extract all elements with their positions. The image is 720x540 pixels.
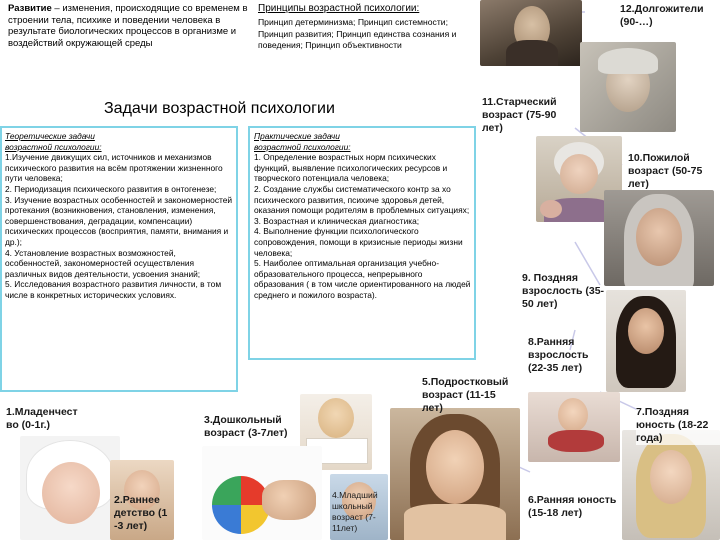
practical-item: 1. Определение возрастных норм психических функций, выявление психологических ресурсов и творческого потенциала человека;	[254, 152, 448, 184]
practical-item: 3. Возрастная и клиническая диагностика;	[254, 215, 420, 226]
stage-11-label: 11.Старческий возраст (75-90 лет)	[482, 96, 557, 134]
tasks-title: Задачи возрастной психологии	[104, 100, 335, 117]
theoretical-tasks	[5, 131, 233, 301]
young-woman-photo	[622, 430, 720, 540]
theoretical-item: 4. Установление возрастных возможностей, особенностей, закономерностей осуществления различных видов деятельности, усвоения знаний;	[5, 247, 201, 279]
practical-tasks	[254, 131, 472, 301]
theoretical-item: 2. Периодизация психического развития в онтогенезе;	[5, 183, 217, 194]
teenager-photo	[390, 408, 520, 540]
theoretical-item: 1.Изучение движущих сил, источников и механизмов психического развития на всём протяжении жизненного пути человека;	[5, 152, 223, 184]
stage-5-label: 5.Подростковый возраст (11-15 лет)	[422, 376, 509, 414]
principles-text: Принцип детерминизма; Принцип системности; Принцип развития; Принцип единства сознания и поведения; Принцип объективности	[258, 17, 457, 50]
theoretical-heading-2: возрастной психологии:	[5, 141, 102, 152]
baby-photo	[20, 436, 120, 540]
principles-block	[258, 3, 473, 52]
development-term: Развитие	[8, 3, 52, 14]
child-ball-photo	[202, 446, 322, 540]
theoretical-heading-1: Теоретические задачи	[5, 131, 95, 141]
stage-8-label: 8.Ранняя взрослость (22-35 лет)	[528, 336, 589, 374]
stage-6-label: 6.Ранняя юность (15-18 лет)	[528, 494, 617, 519]
principles-title: Принципы возрастной психологии:	[258, 3, 420, 14]
practical-item: 2. Создание службы систематического контр за хо психического развития, психиче здоровья детей, оказания помощи родителям в проблемных ситуациях;	[254, 183, 470, 216]
practical-item: 5. Наиболее оптимальная организация учебно-образовательного процесса, непрерывного образования ( в том числе ориентированного на людей среднего и пожилого возраста).	[254, 258, 471, 300]
stage-4-label: 4.Младший школьный возраст (7-11лет)	[332, 490, 378, 533]
elderly-photo-11	[580, 42, 676, 132]
woman-photo-8	[606, 290, 686, 392]
practical-heading-1: Практические задачи	[254, 131, 340, 141]
young-girl-guitar-photo	[528, 392, 620, 462]
development-text: – изменения, происходящие со временем в строении тела, психике и поведении человека в результате биологических процессов в организме и воздействий окружающей среды	[8, 3, 248, 49]
practical-item: 4. Выполнение функции психологического сопровождения, помощи в кризисные периоды жизни человека;	[254, 226, 463, 258]
theoretical-item: 3. Изучение возрастных особенностей и закономерностей протекания (возникновения, становления, изменения, совершенствования, деградации, компенсации) психических процессов (восприятия, памяти, внимания и др.);	[5, 194, 233, 247]
stage-12-label: 12.Долгожители (90-…)	[620, 3, 704, 28]
stage-1-label: 1.Младенчест во (0-1г.)	[6, 406, 78, 431]
woman-photo-9	[604, 190, 714, 286]
stage-10-label: 10.Пожилой возраст (50-75 лет)	[628, 152, 703, 190]
development-definition	[8, 3, 248, 49]
stage-9-label: 9. Поздняя взрослость (35-50 лет)	[522, 272, 605, 310]
elder-woman-photo	[480, 0, 582, 66]
theoretical-item: 5. Исследования возрастного развития личности, в том числе в конкретных исторических условиях.	[5, 279, 222, 300]
practical-heading-2: возрастной психологии:	[254, 141, 351, 152]
stage-2-label: 2.Раннее детство (1 -3 лет)	[114, 494, 168, 532]
stage-7-label: 7.Поздняя юность (18-22 года)	[636, 406, 720, 445]
stage-3-label: 3.Дошкольный возраст (3-7лет)	[204, 414, 288, 439]
